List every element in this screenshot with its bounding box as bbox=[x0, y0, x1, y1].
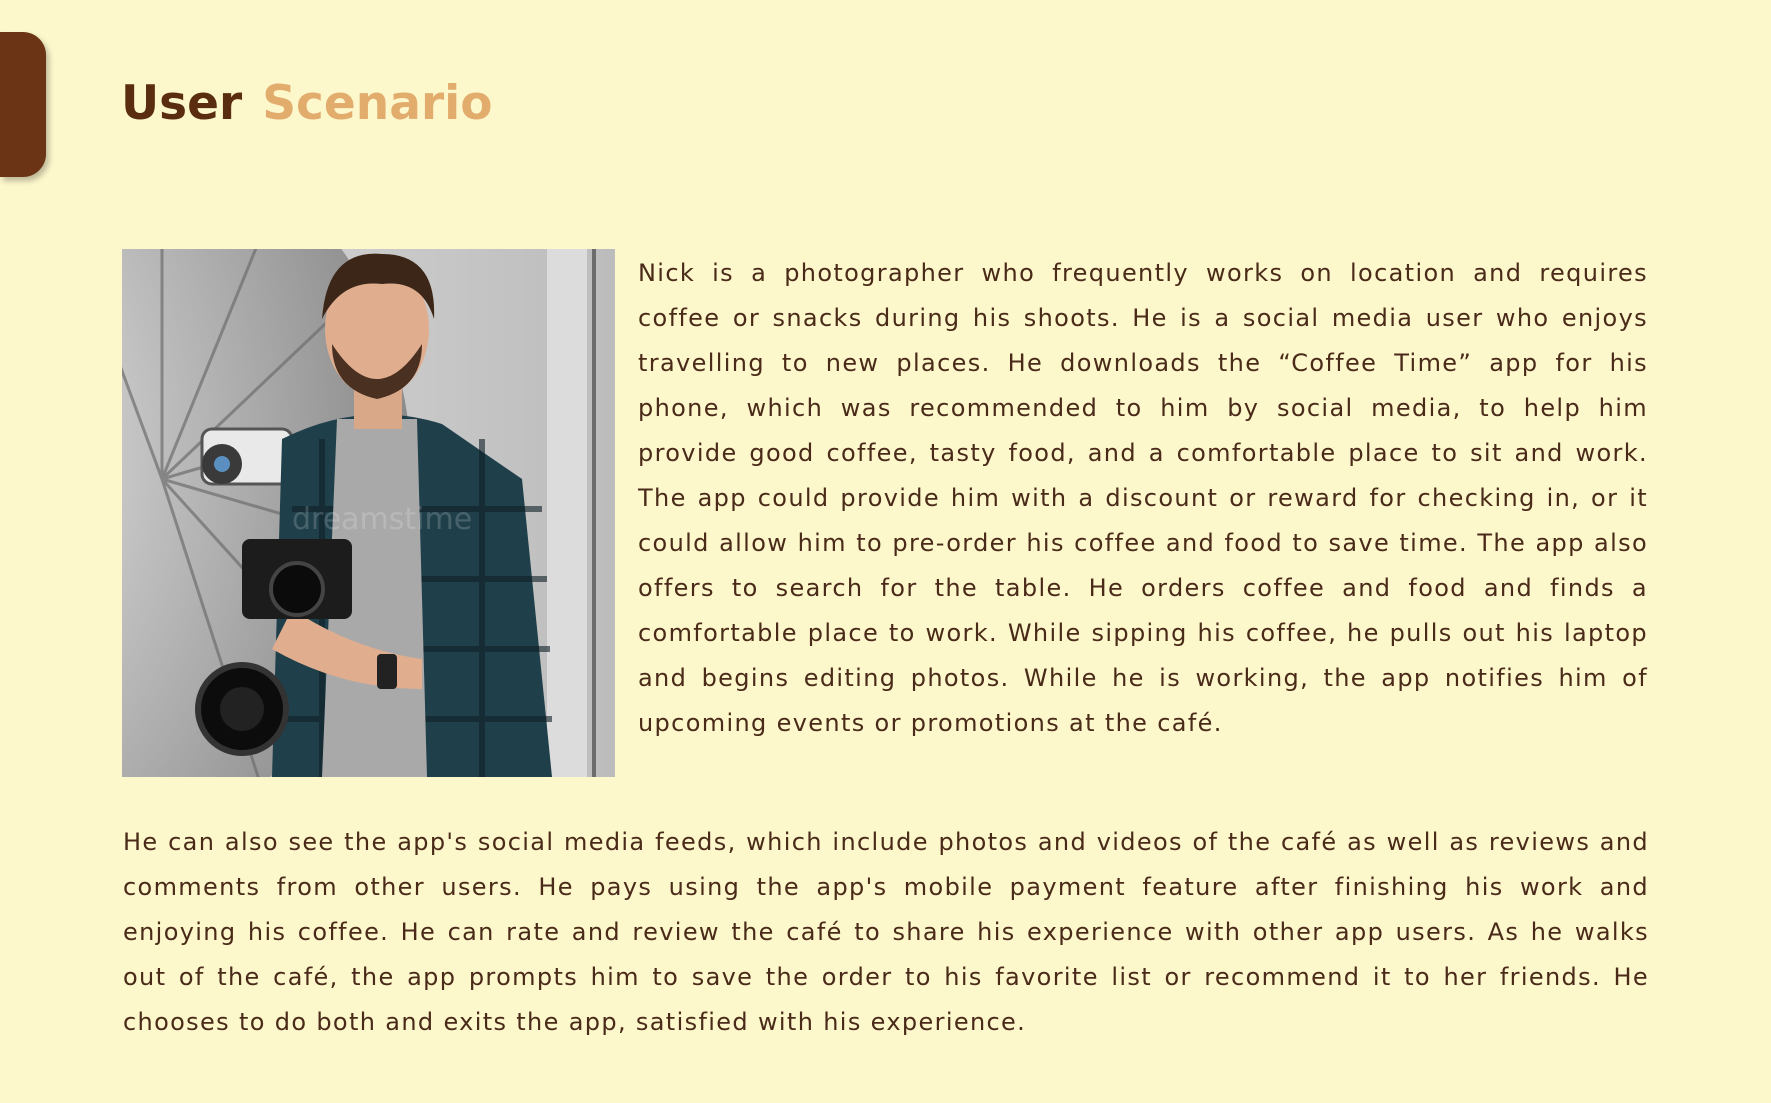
page-title bbox=[121, 72, 493, 136]
scenario-paragraph-2: He can also see the app's social media feeds, which include photos and videos of the café as well as reviews and comments from other users. He pays using the app's mobile payment feature after finishing his work and enjoying his coffee. He can rate and review the café to share his experience with other app users. As he walks out of the café, the app prompts him to save the order to his favorite list or recommend it to her friends. He chooses to do both and exits the app, satisfied with his experience. bbox=[123, 828, 1649, 1036]
photographer-photo bbox=[122, 249, 615, 777]
watermark-text: dreamstime bbox=[292, 502, 473, 537]
scenario-paragraph-1: Nick is a photographer who frequently works on location and requires coffee or snacks during his shoots. He is a social media user who enjoys travelling to new places. He downloads the “Coffee Time” app for his phone, which was recommended to him by social media, to help him provide good coffee, tasty food, and a comfortable place to sit and work. The app could provide him with a discount or reward for checking in, or it could allow him to pre-order his coffee and food to save time. The app also offers to search for the table. He orders coffee and food and finds a comfortable place to work. While sipping his coffee, he pulls out his laptop and begins editing photos. While he is working, the app notifies him of upcoming events or promotions at the café. bbox=[638, 259, 1648, 737]
page-title-word-scenario: Scenario bbox=[262, 76, 493, 131]
page-title-word-user: User bbox=[121, 76, 243, 131]
accent-tab bbox=[0, 32, 46, 177]
